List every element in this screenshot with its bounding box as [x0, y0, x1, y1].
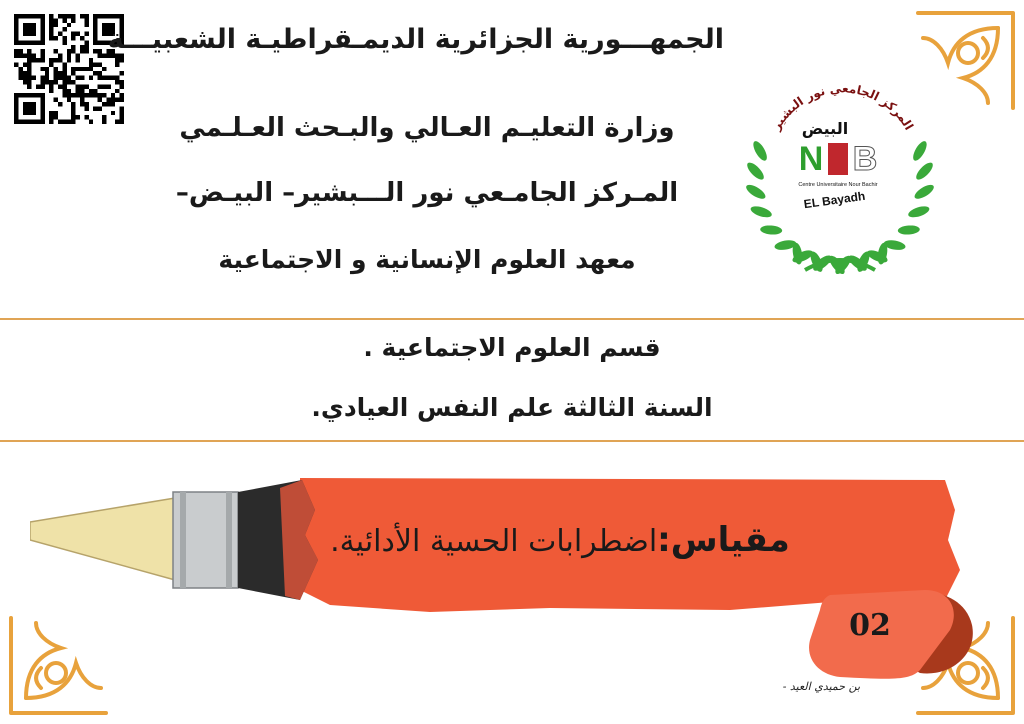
signature: بن حميدي العيد -	[782, 680, 860, 693]
ministry-title: وزارة التعليـم العـالي والبـحث العـلـمي	[179, 113, 675, 143]
logo-red-glyph	[828, 143, 848, 175]
laurel-leaf	[749, 204, 773, 219]
subject-value: اضطرابات الحسية الأدائية.	[330, 524, 658, 559]
laurel-leaf	[914, 160, 936, 182]
divider-top	[0, 318, 1024, 320]
laurel-leaf	[911, 139, 930, 163]
brush-handle	[30, 498, 175, 580]
laurel-leaf	[760, 225, 783, 236]
laurel-leaf	[898, 225, 921, 236]
logo-letter-n: N	[798, 140, 824, 178]
university-title: المـركز الجامـعي نور الـــبشير– البيـض–	[175, 178, 679, 208]
laurel-leaf	[907, 204, 931, 219]
country-title: الجمهـــورية الجزائرية الديمـقراطيـة الشعبيـــة	[107, 24, 724, 55]
laurel-leaf	[744, 182, 767, 201]
department-title: قسم العلوم الاجتماعية .	[363, 333, 661, 362]
laurel-leaf	[745, 160, 767, 182]
logo-letter-b: B	[852, 140, 878, 178]
badge-number: 02	[849, 608, 891, 643]
subject-label: مقياس:	[657, 520, 790, 560]
logo-city-text: البيض	[801, 119, 849, 138]
institute-title: معهد العلوم الإنسانية و الاجتماعية	[218, 245, 636, 274]
ornament-top-right	[908, 8, 1018, 118]
logo-top-text: المركز الجامعي نور البشير	[769, 81, 917, 133]
laurel-leaf	[751, 139, 770, 163]
logo-bottom-text: EL Bayadh	[802, 188, 867, 212]
laurel-leaf	[912, 182, 935, 201]
year-title: السنة الثالثة علم النفس العيادي.	[311, 393, 713, 422]
subject-line	[300, 520, 820, 560]
logo-caption: Centre Universitaire Nour Bachir	[798, 182, 878, 188]
